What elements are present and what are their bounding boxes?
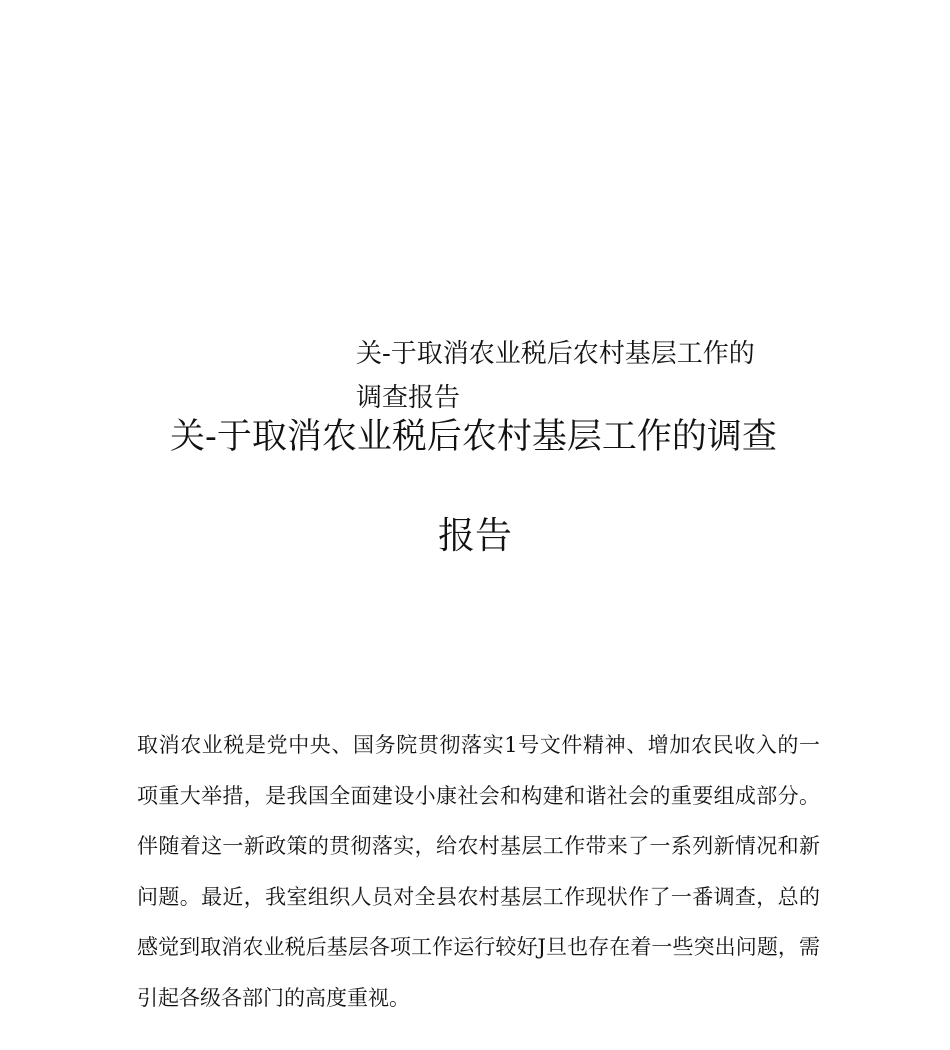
header-title-line1: 关-于取消农业税后农村基层工作的: [356, 339, 755, 369]
header-title-line2: 调查报告: [356, 383, 461, 413]
main-title-line1: 关-于取消农业税后农村基层工作的调查: [170, 417, 777, 457]
header-title: [356, 332, 806, 420]
main-title-line2: 报告: [438, 514, 512, 557]
body-paragraph: 取消农业税是党中央、国务院贯彻落实1号文件精神、增加农民收入的一项重大举措，是我国全面建设小康社会和构建和谐社会的重要组成部分。伴随着这一新政策的贯彻落实，给农村基层工作带来了一系列新情况和新问题。最近，我室组织人员对全县农村基层工作现状作了一番调查，总的感觉到取消农业税后基层各项工作运行较好J旦也存在着一些突出问题，需引起各级各部门的高度重视。: [137, 733, 820, 1010]
